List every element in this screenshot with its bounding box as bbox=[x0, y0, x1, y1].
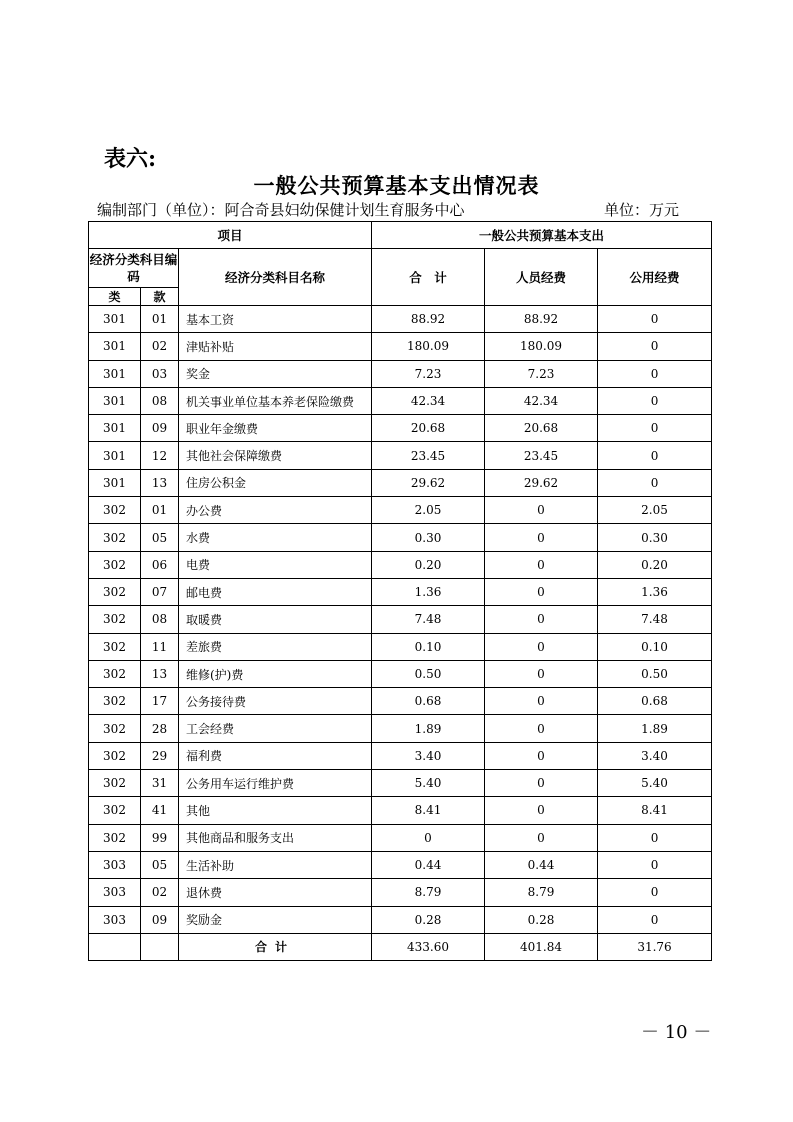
cell-public: 2.05 bbox=[598, 497, 712, 524]
table-row bbox=[89, 524, 712, 551]
table-row bbox=[89, 660, 712, 687]
cell-class: 302 bbox=[89, 797, 141, 824]
cell-total: 1.36 bbox=[372, 578, 485, 605]
cell-name: 奖金 bbox=[179, 360, 372, 387]
cell-total: 0.68 bbox=[372, 688, 485, 715]
cell-personnel: 0.28 bbox=[485, 906, 598, 933]
cell-personnel: 0 bbox=[485, 824, 598, 851]
cell-public: 1.36 bbox=[598, 578, 712, 605]
table-row bbox=[89, 387, 712, 414]
cell-name: 奖励金 bbox=[179, 906, 372, 933]
total-personnel: 401.84 bbox=[485, 933, 598, 960]
cell-name: 其他商品和服务支出 bbox=[179, 824, 372, 851]
cell-class: 301 bbox=[89, 387, 141, 414]
cell-personnel: 0 bbox=[485, 551, 598, 578]
table-row bbox=[89, 688, 712, 715]
cell-personnel: 0 bbox=[485, 633, 598, 660]
cell-class: 301 bbox=[89, 333, 141, 360]
cell-personnel: 0 bbox=[485, 660, 598, 687]
header-class: 类 bbox=[89, 288, 141, 306]
header-name: 经济分类科目名称 bbox=[179, 249, 372, 306]
cell-section: 41 bbox=[141, 797, 179, 824]
cell-name: 生活补助 bbox=[179, 851, 372, 878]
cell-public: 0 bbox=[598, 387, 712, 414]
page-number: － 10 － bbox=[641, 1022, 712, 1043]
cell-name: 其他社会保障缴费 bbox=[179, 442, 372, 469]
cell-class: 302 bbox=[89, 633, 141, 660]
cell-section: 01 bbox=[141, 306, 179, 333]
cell-name: 差旅费 bbox=[179, 633, 372, 660]
cell-section: 06 bbox=[141, 551, 179, 578]
cell-class: 303 bbox=[89, 879, 141, 906]
cell-name: 工会经费 bbox=[179, 715, 372, 742]
cell-total: 7.48 bbox=[372, 606, 485, 633]
cell-total: 8.41 bbox=[372, 797, 485, 824]
header-budget: 一般公共预算基本支出 bbox=[372, 222, 712, 249]
cell-total: 23.45 bbox=[372, 442, 485, 469]
cell-class: 301 bbox=[89, 469, 141, 496]
table-row bbox=[89, 415, 712, 442]
table-number: 表六: bbox=[104, 146, 157, 172]
header-total: 合 计 bbox=[372, 249, 485, 306]
header-public: 公用经费 bbox=[598, 249, 712, 306]
table-row bbox=[89, 442, 712, 469]
cell-total: 42.34 bbox=[372, 387, 485, 414]
department-label: 编制部门（单位）：阿合奇县妇幼保健计划生育服务中心 bbox=[97, 201, 465, 219]
cell-name: 津贴补贴 bbox=[179, 333, 372, 360]
cell-class: 301 bbox=[89, 415, 141, 442]
cell-total: 0.50 bbox=[372, 660, 485, 687]
cell-total: 0.28 bbox=[372, 906, 485, 933]
cell-class: 301 bbox=[89, 442, 141, 469]
total-label: 合计 bbox=[179, 933, 372, 960]
cell-name: 电费 bbox=[179, 551, 372, 578]
cell-personnel: 88.92 bbox=[485, 306, 598, 333]
total-public: 31.76 bbox=[598, 933, 712, 960]
cell-name: 邮电费 bbox=[179, 578, 372, 605]
cell-total: 1.89 bbox=[372, 715, 485, 742]
cell-class: 303 bbox=[89, 851, 141, 878]
cell-personnel: 0 bbox=[485, 578, 598, 605]
cell-public: 0.10 bbox=[598, 633, 712, 660]
cell-personnel: 0 bbox=[485, 497, 598, 524]
table-row bbox=[89, 824, 712, 851]
table-row bbox=[89, 715, 712, 742]
cell-personnel: 0 bbox=[485, 688, 598, 715]
cell-personnel: 0 bbox=[485, 715, 598, 742]
cell-name: 机关事业单位基本养老保险缴费 bbox=[179, 387, 372, 414]
cell-public: 0.68 bbox=[598, 688, 712, 715]
cell-public: 3.40 bbox=[598, 742, 712, 769]
cell-class: 301 bbox=[89, 360, 141, 387]
cell-name: 水费 bbox=[179, 524, 372, 551]
cell-total: 7.23 bbox=[372, 360, 485, 387]
table-row bbox=[89, 633, 712, 660]
cell-class: 302 bbox=[89, 688, 141, 715]
cell-class: 302 bbox=[89, 497, 141, 524]
cell-section: 08 bbox=[141, 606, 179, 633]
cell-total: 8.79 bbox=[372, 879, 485, 906]
cell-total: 0.30 bbox=[372, 524, 485, 551]
table-row bbox=[89, 578, 712, 605]
unit-label: 单位：万元 bbox=[604, 201, 680, 219]
cell-public: 7.48 bbox=[598, 606, 712, 633]
table-row bbox=[89, 742, 712, 769]
cell-class: 302 bbox=[89, 606, 141, 633]
cell-public: 0 bbox=[598, 469, 712, 496]
cell-public: 0 bbox=[598, 415, 712, 442]
cell-section: 08 bbox=[141, 387, 179, 414]
cell-personnel: 8.79 bbox=[485, 879, 598, 906]
header-item: 项目 bbox=[89, 222, 372, 249]
cell-total: 0.20 bbox=[372, 551, 485, 578]
cell-public: 0 bbox=[598, 333, 712, 360]
table-row bbox=[89, 551, 712, 578]
table-row bbox=[89, 469, 712, 496]
cell-public: 0 bbox=[598, 442, 712, 469]
cell-class: 302 bbox=[89, 715, 141, 742]
cell-personnel: 23.45 bbox=[485, 442, 598, 469]
cell-class: 302 bbox=[89, 742, 141, 769]
cell-name: 福利费 bbox=[179, 742, 372, 769]
cell-personnel: 42.34 bbox=[485, 387, 598, 414]
cell-total: 2.05 bbox=[372, 497, 485, 524]
cell-section: 28 bbox=[141, 715, 179, 742]
cell-total: 5.40 bbox=[372, 770, 485, 797]
cell-public: 0.20 bbox=[598, 551, 712, 578]
cell-personnel: 0 bbox=[485, 797, 598, 824]
cell-personnel: 180.09 bbox=[485, 333, 598, 360]
cell-section: 11 bbox=[141, 633, 179, 660]
cell-personnel: 0.44 bbox=[485, 851, 598, 878]
cell-class: 302 bbox=[89, 824, 141, 851]
cell-public: 5.40 bbox=[598, 770, 712, 797]
cell-name: 维修(护)费 bbox=[179, 660, 372, 687]
cell-total: 3.40 bbox=[372, 742, 485, 769]
cell-total: 0 bbox=[372, 824, 485, 851]
table-row bbox=[89, 906, 712, 933]
cell-total: 0.44 bbox=[372, 851, 485, 878]
cell-section: 09 bbox=[141, 415, 179, 442]
table-row bbox=[89, 770, 712, 797]
cell-class: 302 bbox=[89, 770, 141, 797]
cell-name: 职业年金缴费 bbox=[179, 415, 372, 442]
cell-personnel: 0 bbox=[485, 606, 598, 633]
cell-total: 29.62 bbox=[372, 469, 485, 496]
cell-section: 03 bbox=[141, 360, 179, 387]
cell-personnel: 0 bbox=[485, 742, 598, 769]
cell-public: 1.89 bbox=[598, 715, 712, 742]
cell-section: 02 bbox=[141, 879, 179, 906]
table-row bbox=[89, 333, 712, 360]
budget-table bbox=[88, 221, 712, 961]
cell-public: 0 bbox=[598, 306, 712, 333]
table-row bbox=[89, 497, 712, 524]
cell-class: 303 bbox=[89, 906, 141, 933]
cell-personnel: 0 bbox=[485, 524, 598, 551]
table-row bbox=[89, 851, 712, 878]
cell-class: 302 bbox=[89, 551, 141, 578]
table-row bbox=[89, 306, 712, 333]
cell-section: 02 bbox=[141, 333, 179, 360]
cell-section: 07 bbox=[141, 578, 179, 605]
cell-section: 13 bbox=[141, 469, 179, 496]
total-row bbox=[89, 933, 712, 960]
cell-total: 20.68 bbox=[372, 415, 485, 442]
cell-class: 301 bbox=[89, 306, 141, 333]
cell-public: 0 bbox=[598, 360, 712, 387]
cell-name: 办公费 bbox=[179, 497, 372, 524]
cell-class: 302 bbox=[89, 524, 141, 551]
table-row bbox=[89, 606, 712, 633]
header-personnel: 人员经费 bbox=[485, 249, 598, 306]
cell-public: 0.30 bbox=[598, 524, 712, 551]
cell-section: 99 bbox=[141, 824, 179, 851]
cell-section: 09 bbox=[141, 906, 179, 933]
cell-public: 0 bbox=[598, 879, 712, 906]
cell-section: 05 bbox=[141, 851, 179, 878]
table-row bbox=[89, 360, 712, 387]
cell-name: 退休费 bbox=[179, 879, 372, 906]
cell-total: 0.10 bbox=[372, 633, 485, 660]
cell-name: 基本工资 bbox=[179, 306, 372, 333]
header-section: 款 bbox=[141, 288, 179, 306]
cell-public: 8.41 bbox=[598, 797, 712, 824]
cell-section: 13 bbox=[141, 660, 179, 687]
cell-name: 公务接待费 bbox=[179, 688, 372, 715]
cell-personnel: 7.23 bbox=[485, 360, 598, 387]
cell-total: 180.09 bbox=[372, 333, 485, 360]
cell-name: 公务用车运行维护费 bbox=[179, 770, 372, 797]
page-title: 一般公共预算基本支出情况表 bbox=[253, 173, 540, 198]
cell-section: 17 bbox=[141, 688, 179, 715]
cell-total: 88.92 bbox=[372, 306, 485, 333]
cell-class: 302 bbox=[89, 578, 141, 605]
cell-personnel: 0 bbox=[485, 770, 598, 797]
cell-section: 31 bbox=[141, 770, 179, 797]
cell-section: 29 bbox=[141, 742, 179, 769]
header-code: 经济分类科目编码 bbox=[89, 249, 179, 288]
cell-public: 0 bbox=[598, 906, 712, 933]
total-amount: 433.60 bbox=[372, 933, 485, 960]
cell-name: 其他 bbox=[179, 797, 372, 824]
cell-section: 05 bbox=[141, 524, 179, 551]
cell-public: 0.50 bbox=[598, 660, 712, 687]
cell-personnel: 29.62 bbox=[485, 469, 598, 496]
table-row bbox=[89, 879, 712, 906]
cell-name: 住房公积金 bbox=[179, 469, 372, 496]
cell-personnel: 20.68 bbox=[485, 415, 598, 442]
cell-public: 0 bbox=[598, 824, 712, 851]
table-row bbox=[89, 797, 712, 824]
cell-name: 取暖费 bbox=[179, 606, 372, 633]
cell-class: 302 bbox=[89, 660, 141, 687]
cell-section: 12 bbox=[141, 442, 179, 469]
cell-public: 0 bbox=[598, 851, 712, 878]
cell-section: 01 bbox=[141, 497, 179, 524]
